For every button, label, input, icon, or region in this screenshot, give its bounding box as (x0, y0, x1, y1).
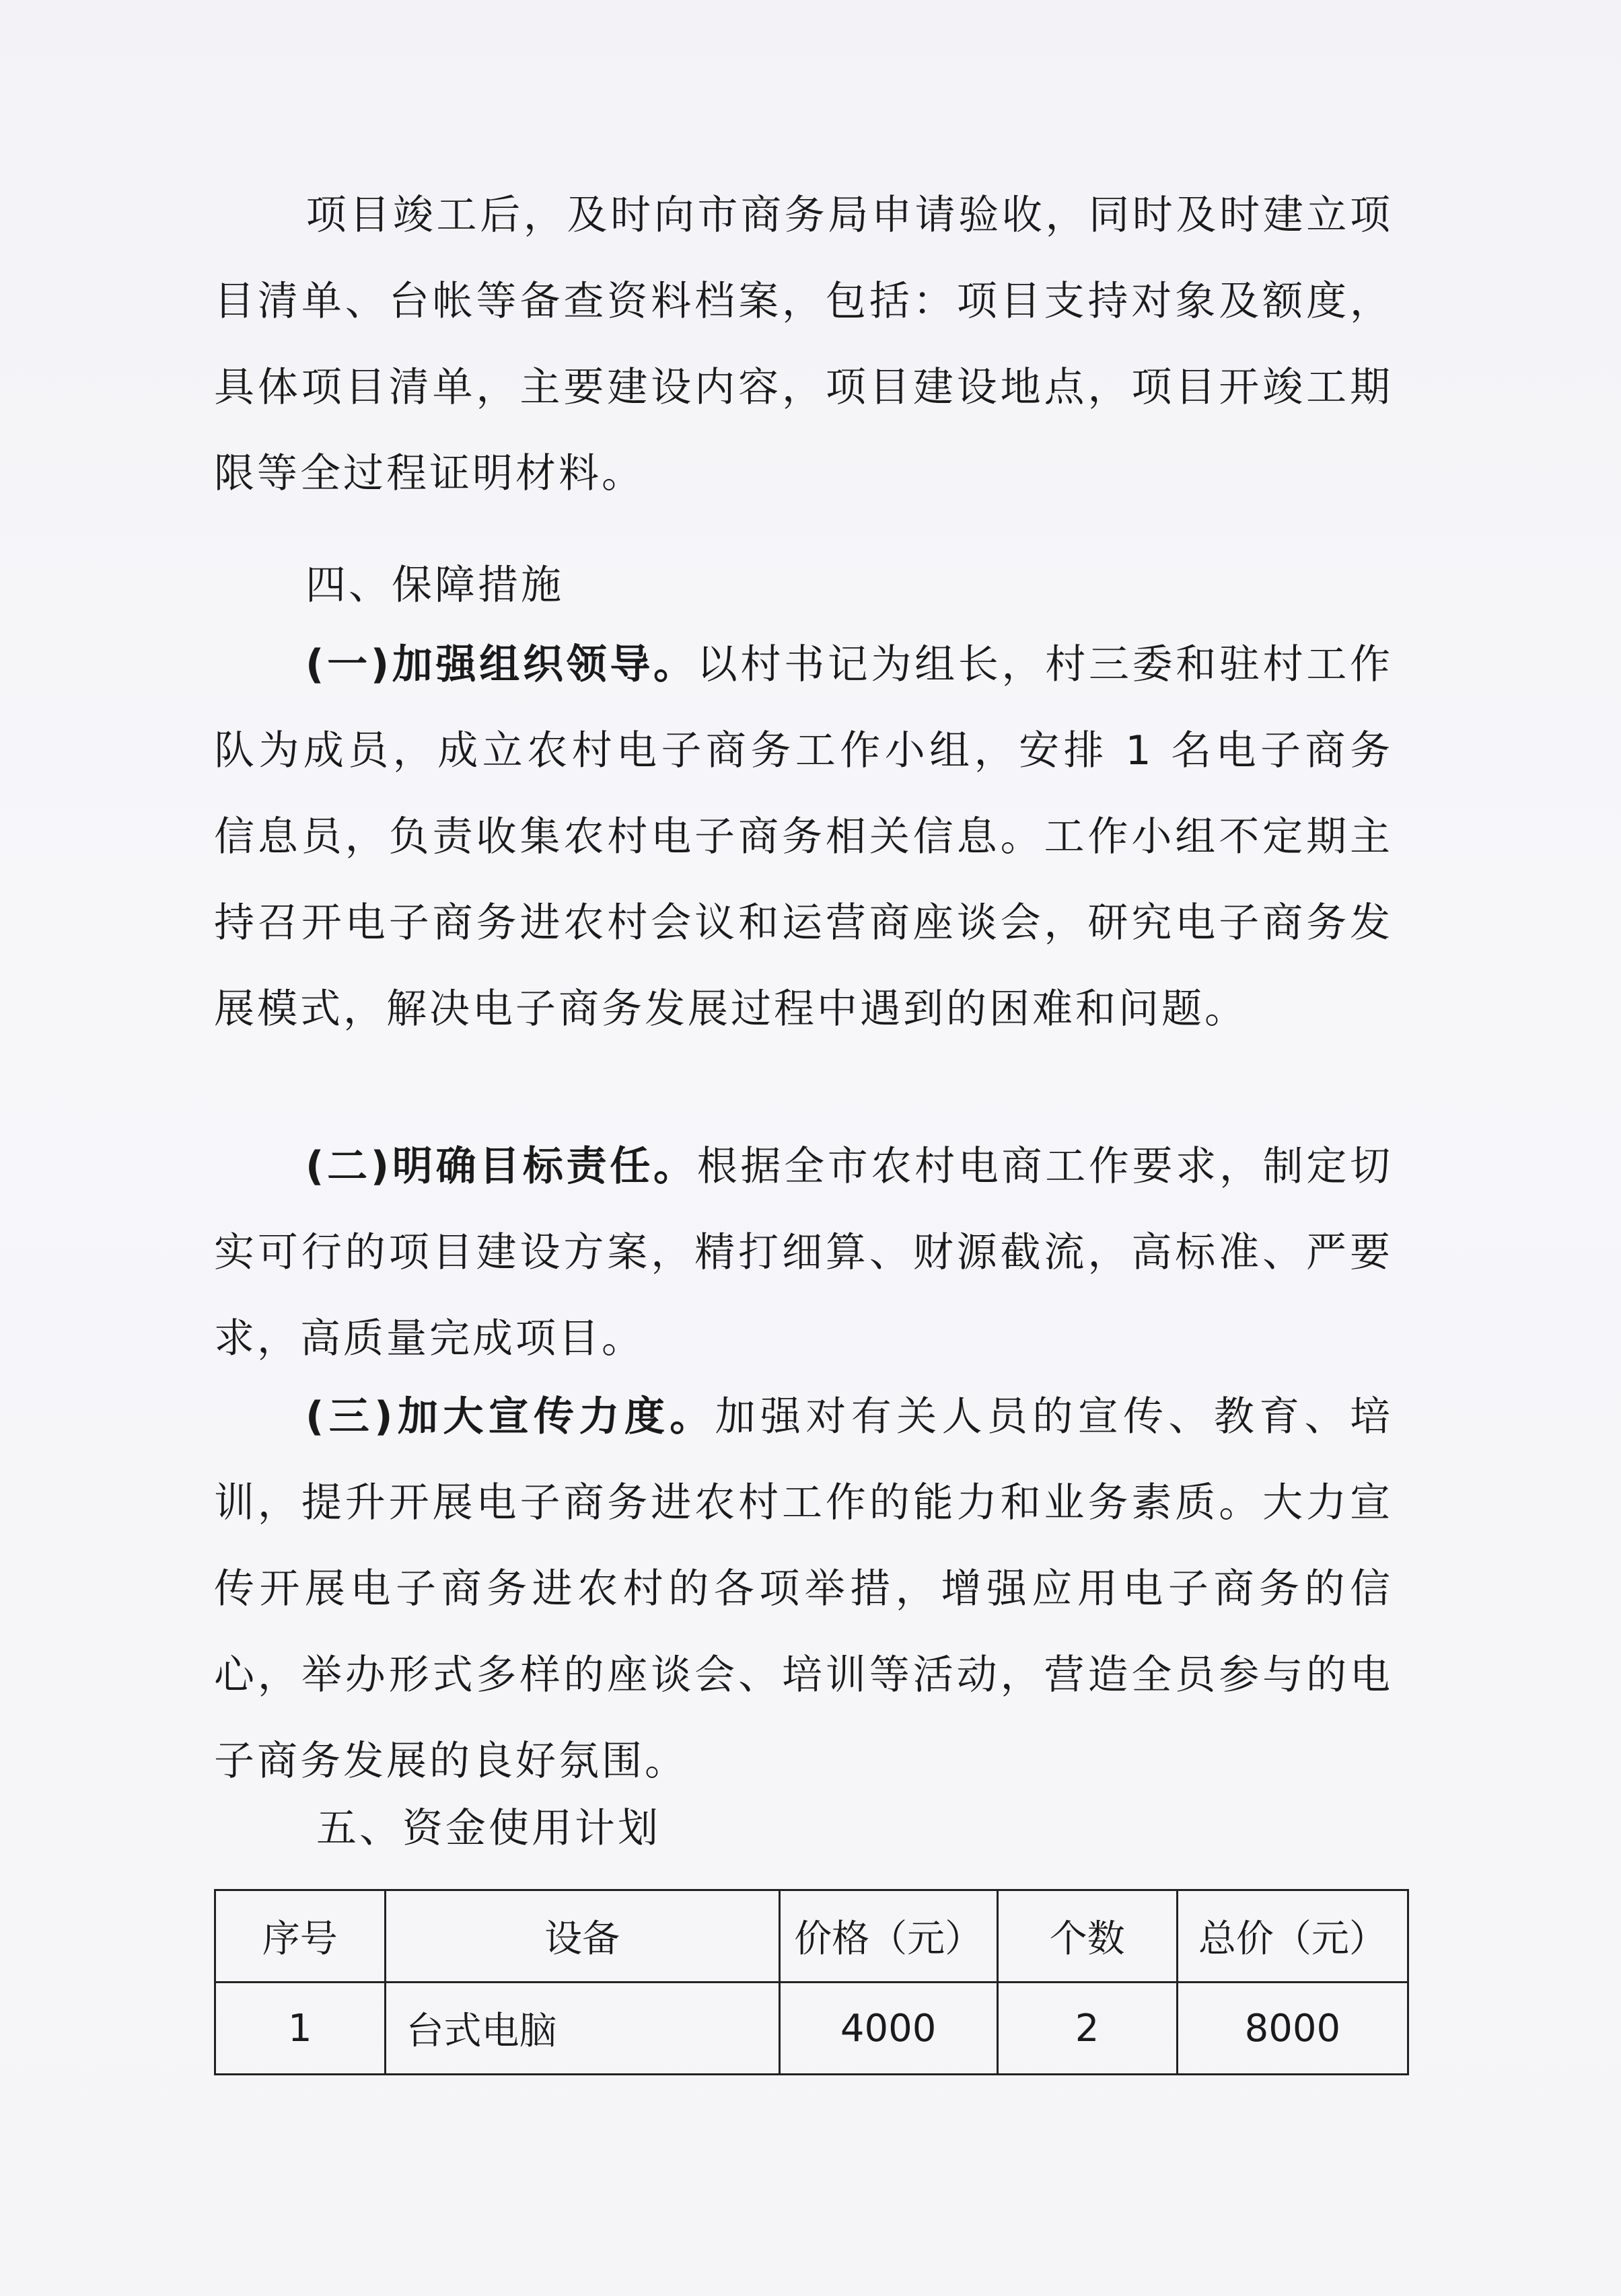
header-equipment: 设备 (385, 1890, 779, 1983)
paragraph-organization-text: 以村书记为组长，村三委和驻村工作队为成员，成立农村电子商务工作小组，安排 1 名电子商务信息员，负责收集农村电子商务相关信息。工作小组不定期主持召开电子商务进农村会议和运营商座谈会，研究电子商务发展模式，解决电子商务发展过程中遇到的困难和问题。 (214, 641, 1394, 1033)
paragraph-acceptance (214, 172, 1393, 517)
cell-price: 4000 (779, 1983, 997, 2075)
cell-total: 8000 (1177, 1983, 1408, 2075)
paragraph-organization-title: (一)加强组织领导。 (305, 641, 697, 688)
header-total: 总价（元） (1177, 1890, 1408, 1983)
cell-equipment: 台式电脑 (385, 1983, 779, 2075)
paragraph-publicity-text: 加强对有关人员的宣传、教育、培训，提升开展电子商务进农村工作的能力和业务素质。大力宣传开展电子商务进农村的各项举措，增强应用电子商务的信心，举办形式多样的座谈会、培训等活动，营造全员参与的电子商务发展的良好氛围。 (214, 1393, 1394, 1785)
cell-index: 1 (215, 1983, 386, 2075)
section-4-heading: 四、保障措施 (305, 562, 564, 609)
paragraph-organization (214, 622, 1393, 1052)
paragraph-responsibility (214, 1123, 1393, 1382)
section-5-heading: 五、资金使用计划 (316, 1805, 661, 1852)
paragraph-acceptance-text: 项目竣工后，及时向市商务局申请验收，同时及时建立项目清单、台帐等备查资料档案，包括：项目支持对象及额度，具体项目清单，主要建设内容，项目建设地点，项目开竣工期限等全过程证明材料。 (214, 192, 1393, 497)
table-row (215, 1983, 1408, 2075)
header-quantity: 个数 (997, 1890, 1177, 1983)
paragraph-responsibility-title: (二)明确目标责任。 (305, 1143, 697, 1190)
cell-quantity: 2 (997, 1983, 1177, 2075)
fund-usage-table (214, 1889, 1409, 2075)
paragraph-publicity (214, 1374, 1393, 1804)
paragraph-publicity-title: (三)加大宣传力度。 (305, 1393, 715, 1440)
header-index: 序号 (215, 1890, 386, 1983)
header-price: 价格（元） (779, 1890, 997, 1983)
table-header-row (215, 1890, 1408, 1983)
paragraph-responsibility-text: 根据全市农村电商工作要求，制定切实可行的项目建设方案，精打细算、财源截流，高标准、严要求，高质量完成项目。 (214, 1143, 1394, 1362)
